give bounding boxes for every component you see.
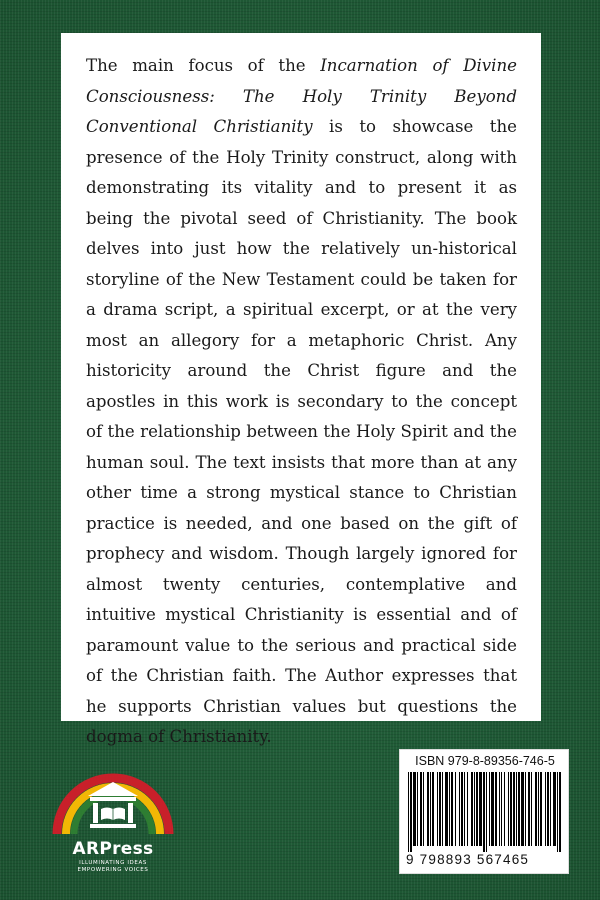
barcode-bar (499, 772, 500, 846)
barcode-bar (474, 772, 475, 846)
barcode-digits: 9 798893 567465 (406, 852, 530, 867)
barcode-bar (513, 772, 515, 846)
barcode-bar (461, 772, 463, 846)
barcode-bar (540, 772, 542, 846)
barcode-bar (547, 772, 549, 846)
barcode-bar (408, 772, 409, 852)
barcode-bar (427, 772, 429, 846)
barcode-bar (531, 772, 532, 846)
isbn-label: ISBN 979-8-89356-746-5 (415, 754, 555, 768)
barcode-bar (501, 772, 502, 846)
barcode-bar (430, 772, 431, 846)
barcode-bar (559, 772, 561, 852)
barcode-bar (528, 772, 530, 846)
barcode-bar (413, 772, 416, 846)
barcode-bar (489, 772, 490, 846)
barcode-bar (516, 772, 517, 846)
barcode-bar (451, 772, 453, 846)
barcode-bar (510, 772, 512, 846)
barcode-bar (423, 772, 424, 846)
barcode-bar (455, 772, 456, 846)
publisher-logo (43, 752, 183, 882)
barcode-bar (525, 772, 526, 846)
barcode-bar (464, 772, 465, 846)
barcode-bar (535, 772, 537, 846)
barcode-bar (557, 772, 558, 852)
publisher-tagline-2: EMPOWERING VOICES (77, 867, 149, 873)
barcode-bar (471, 772, 473, 846)
blurb-body: is to showcase the presence of the Holy Trinity construct, along with demonstrating its vitality and to present it as being the pivotal seed of Christianity. The book delves into just how the relatively un-historical storyline of the New Testament could be taken for a drama script, a spiritual excerpt, or at the very most an allegory for a metaphoric Christ. Any historicity around the Christ figure and the apostles in this work is secondary to the concept of the relationship between the Holy Spirit and the human soul. The text insists that more than at any other time a strong mystical stance to Christian practice is needed, and one based on the gift of prophecy and wisdom. Though largely ignored for almost twenty centuries, contemplative and intuitive mystical Christianity is essential and of paramount value to the serious and practical side of the Christian faith. The Author expresses that he supports Christian values but questions the dogma of Christianity. (86, 117, 517, 746)
barcode-bar (459, 772, 460, 846)
blurb-panel (61, 33, 541, 746)
blurb-text (86, 51, 517, 753)
barcode-bar (476, 772, 478, 846)
barcode-bar (449, 772, 450, 846)
barcode-bar (486, 772, 487, 852)
barcode-bar (521, 772, 524, 846)
barcode-bar (442, 772, 443, 846)
barcode-bar (445, 772, 448, 846)
barcode-bar (437, 772, 438, 846)
barcode-bar (467, 772, 468, 846)
barcode-bar (504, 772, 505, 846)
book-title: Incarnation of Divine Consciousness: The Holy Trinity Beyond Conventional Christianity (86, 56, 517, 136)
barcode-bar (420, 772, 422, 846)
blurb-intro: The main focus of the (86, 56, 321, 75)
barcode-bar (483, 772, 485, 852)
barcode-bar (550, 772, 551, 846)
logo-emblem-icon (43, 752, 183, 842)
barcode-bar (479, 772, 482, 846)
publisher-tagline-1: ILLUMINATING IDEAS (79, 860, 147, 866)
barcode-bar (410, 772, 412, 852)
barcode-bar (518, 772, 520, 846)
barcode-bar (417, 772, 418, 846)
barcode-bar (491, 772, 494, 846)
barcode-bar (553, 772, 556, 846)
barcode-bar (432, 772, 434, 846)
barcode-icon (406, 772, 564, 852)
barcode-box (399, 749, 569, 874)
barcode-bar (495, 772, 497, 846)
barcode-bar (508, 772, 509, 846)
publisher-name: ARPress (72, 839, 154, 859)
barcode-bar (538, 772, 539, 846)
barcode-bar (545, 772, 546, 846)
barcode-bar (439, 772, 441, 846)
